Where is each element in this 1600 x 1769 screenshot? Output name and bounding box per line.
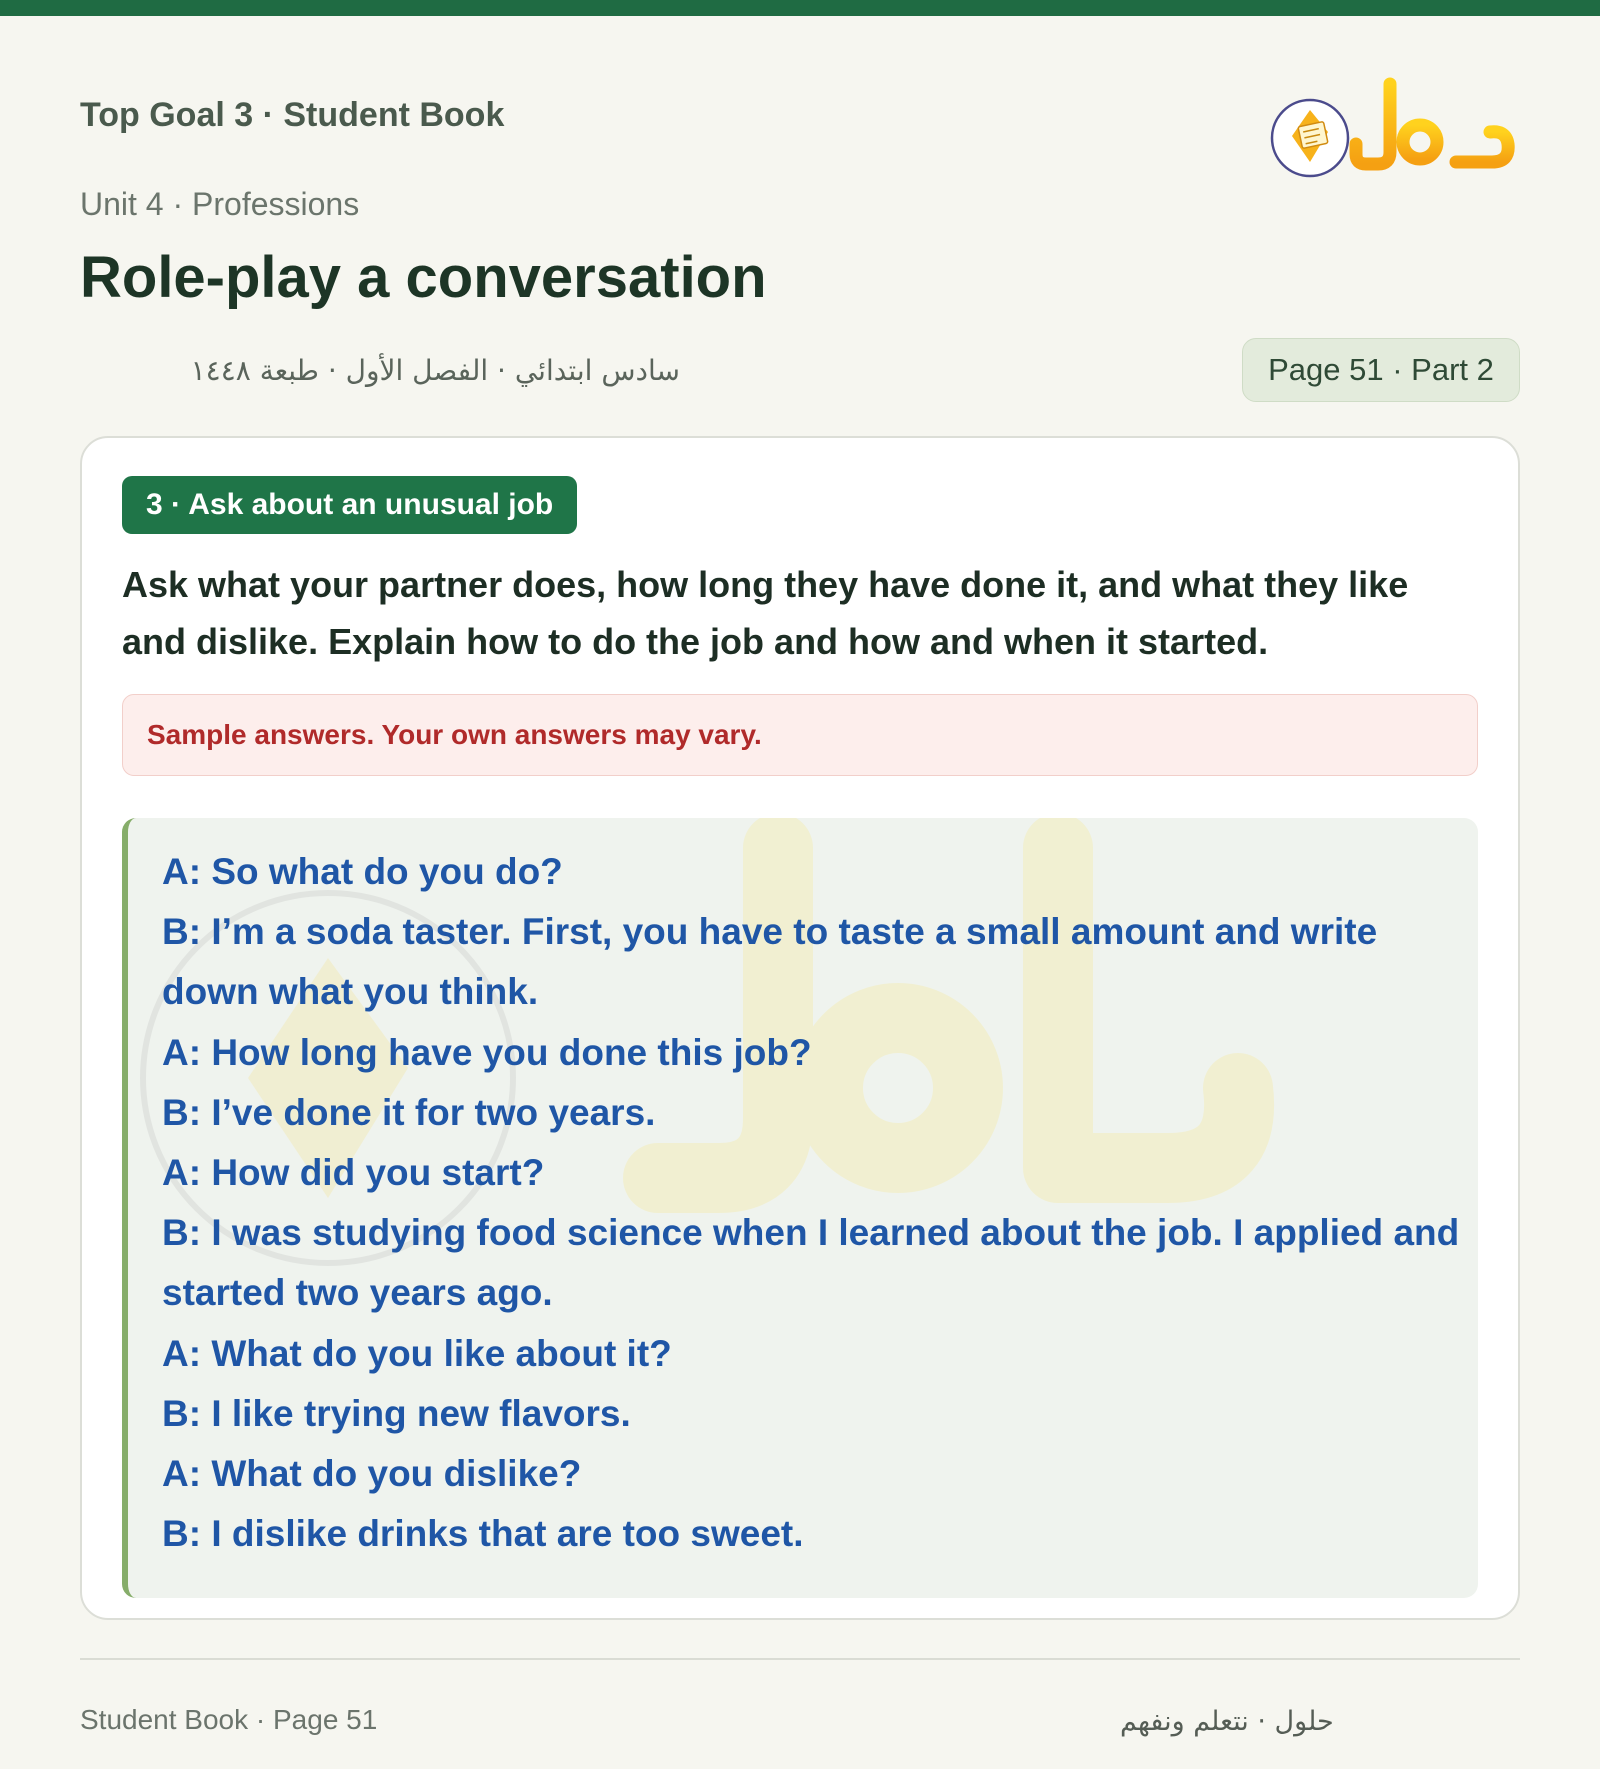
sample-answers-notice: Sample answers. Your own answers may vary. <box>122 694 1478 776</box>
dialogue-line: A: So what do you do? <box>162 851 563 892</box>
footer-divider <box>80 1658 1520 1660</box>
dialogue-line: B: I like trying new flavors. <box>162 1392 631 1434</box>
hulul-logo <box>1270 66 1520 186</box>
page <box>80 16 1520 1769</box>
dialogue-line: A: What do you dislike? <box>162 1453 582 1495</box>
dialogue-line: B: I dislike drinks that are too sweet. <box>162 1513 804 1555</box>
dialogue-line: B: I was studying food science when I learned about the job. I applied and started two years ago. <box>162 1212 1460 1314</box>
book-title: Top Goal 3 · Student Book <box>80 96 505 134</box>
page-title: Role-play a conversation <box>80 245 767 310</box>
top-accent-bar <box>0 0 1600 16</box>
exercise-card <box>80 436 1520 1620</box>
unit-label: Unit 4 · Professions <box>80 186 360 222</box>
dialogue-lines <box>162 842 1462 1564</box>
dialogue-box <box>122 818 1478 1598</box>
footer-tagline: حلول · نتعلم ونفهم <box>1120 1706 1334 1737</box>
dialogue-line: B: I’ve done it for two years. <box>162 1091 656 1133</box>
dialogue-line: B: I’m a soda taster. First, you have to taste a small amount and write down what you think. <box>162 911 1378 1013</box>
exercise-tag: 3 · Ask about an unusual job <box>122 476 577 534</box>
arabic-grade-info: سادس ابتدائي · الفصل الأول · طبعة ١٤٤٨ <box>190 354 680 387</box>
dialogue-line: A: How long have you done this job? <box>162 1031 812 1073</box>
dialogue-line: A: What do you like about it? <box>162 1332 672 1374</box>
footer-page-label: Student Book · Page 51 <box>80 1704 378 1735</box>
dialogue-line: A: How did you start? <box>162 1152 545 1194</box>
page-badge: Page 51 · Part 2 <box>1242 338 1520 402</box>
exercise-instructions: Ask what your partner does, how long they have done it, and what they like and dislike. Explain how to do the job and how and when it started. <box>122 564 1409 662</box>
